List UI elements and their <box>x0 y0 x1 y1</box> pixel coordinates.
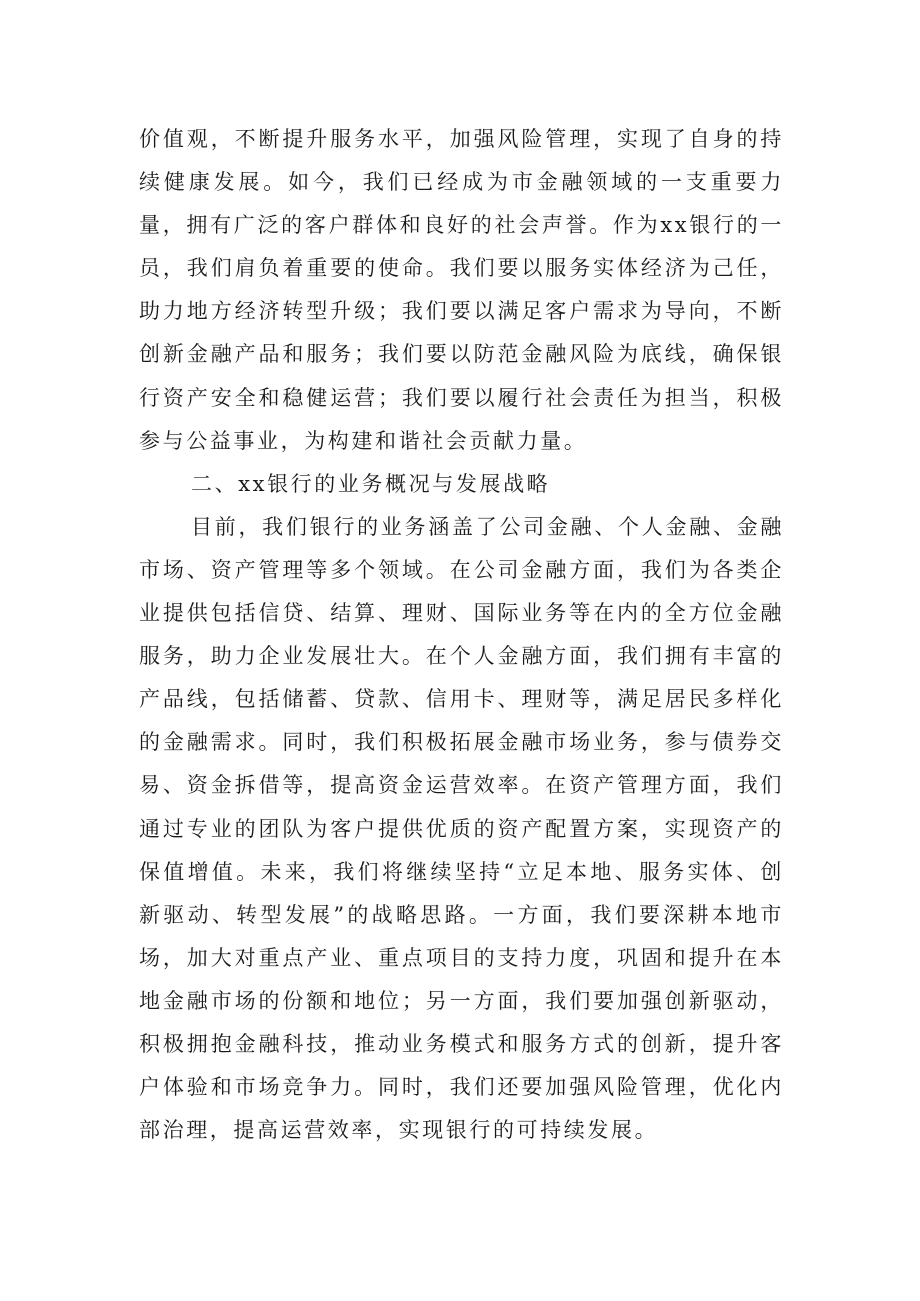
section-heading: 二、xx银行的业务概况与发展战略 <box>191 471 551 496</box>
body-paragraph: 目前，我们银行的业务涵盖了公司金融、个人金融、金融市场、资产管理等多个领域。在公司金融方面，我们为各类企业提供包括信贷、结算、理财、国际业务等在内的全方位金融服务，助力企业发展壮大。在个人金融方面，我们拥有丰富的产品线，包括储蓄、贷款、信用卡、理财等，满足居民多样化的金融需求。同时，我们积极拓展金融市场业务，参与债券交易、资金拆借等，提高资金运营效率。在资产管理方面，我们通过专业的团队为客户提供优质的资产配置方案，实现资产的保值增值。未来，我们将继续坚持“立足本地、服务实体、创新驱动、转型发展”的战略思路。一方面，我们要深耕本地市场，加大对重点产业、重点项目的支持力度，巩固和提升在本地金融市场的份额和地位；另一方面，我们要加强创新驱动，积极拥抱金融科技，推动业务模式和服务方式的创新，提升客户体验和市场竞争力。同时，我们还要加强风险管理，优化内部治理，提高运营效率，实现银行的可持续发展。 <box>139 514 784 1143</box>
body-paragraph-continued: 价值观，不断提升服务水平，加强风险管理，实现了自身的持续健康发展。如今，我们已经成为市金融领域的一支重要力量，拥有广泛的客户群体和良好的社会声誉。作为xx银行的一员，我们肩负着重要的使命。我们要以服务实体经济为己任，助力地方经济转型升级；我们要以满足客户需求为导向，不断创新金融产品和服务；我们要以防范金融风险为底线，确保银行资产安全和稳健运营；我们要以履行社会责任为担当，积极参与公益事业，为构建和谐社会贡献力量。 <box>139 127 784 453</box>
document-body <box>139 118 784 1152</box>
